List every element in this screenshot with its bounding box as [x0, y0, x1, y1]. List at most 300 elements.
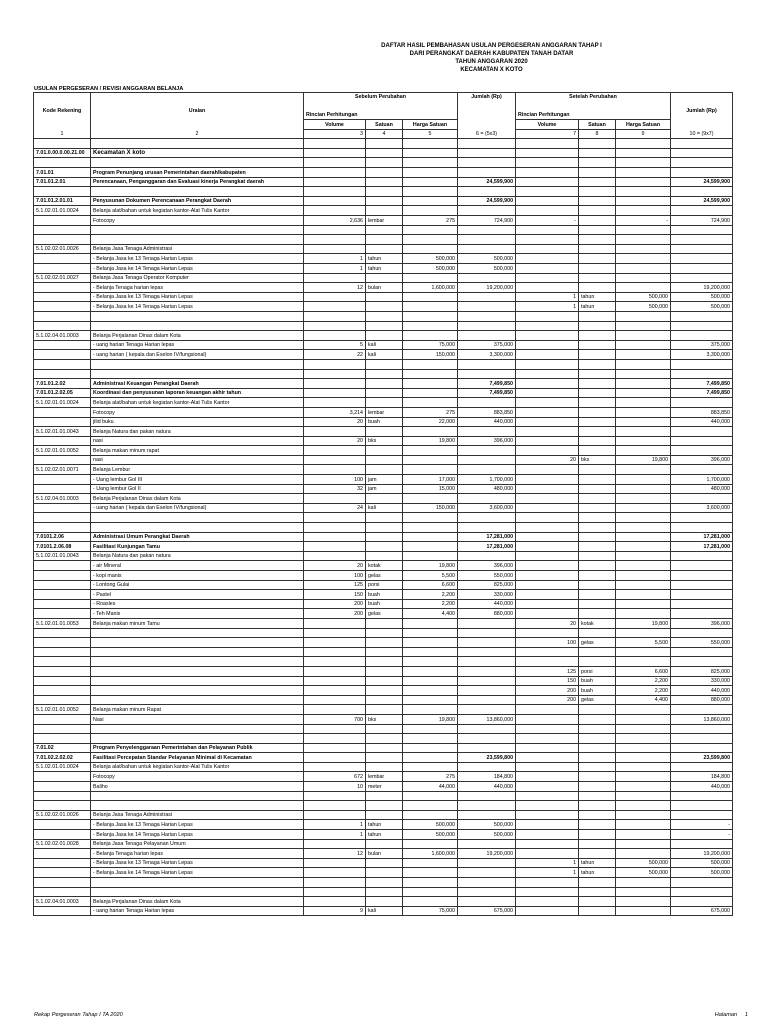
table-cell: [304, 244, 366, 254]
table-cell: 500,000: [403, 830, 458, 840]
table-cell: - uang harian ( kepala dan Eselon IV/fungsional): [91, 350, 304, 360]
table-cell: [304, 225, 366, 235]
table-cell: 2,636: [304, 216, 366, 226]
table-cell: 5.1.02.01.01.0024: [34, 398, 91, 408]
table-cell: [366, 839, 403, 849]
table-cell: [616, 446, 671, 456]
table-cell: [34, 513, 91, 523]
table-cell: [516, 235, 579, 245]
table-cell: [34, 475, 91, 485]
table-row: [34, 782, 733, 792]
table-cell: [516, 398, 579, 408]
table-cell: [616, 599, 671, 609]
table-cell: [366, 139, 403, 149]
table-row: [34, 705, 733, 715]
table-cell: [34, 599, 91, 609]
table-cell: 75,000: [403, 906, 458, 916]
table-cell: [516, 503, 579, 513]
table-cell: 275: [403, 772, 458, 782]
table-cell: [34, 158, 91, 168]
table-cell: [516, 849, 579, 859]
table-cell: 19,200,000: [458, 849, 516, 859]
table-cell: [403, 878, 458, 888]
table-cell: [91, 321, 304, 331]
table-row: [34, 311, 733, 321]
table-cell: 883,850: [458, 407, 516, 417]
table-cell: Fotocopy: [91, 407, 304, 417]
table-cell: [616, 523, 671, 533]
table-cell: [516, 753, 579, 763]
table-cell: [366, 321, 403, 331]
table-cell: 1,700,000: [458, 475, 516, 485]
table-cell: [516, 820, 579, 830]
table-cell: [366, 858, 403, 868]
table-cell: [616, 388, 671, 398]
table-cell: 13,860,000: [671, 714, 733, 724]
table-cell: Baliho: [91, 782, 304, 792]
table-cell: [671, 331, 733, 341]
table-cell: [366, 618, 403, 628]
col-jumlah2-header: Jumlah (Rp): [671, 93, 733, 130]
table-cell: [671, 369, 733, 379]
table-cell: [458, 235, 516, 245]
table-cell: Fotocopy: [91, 216, 304, 226]
table-cell: [458, 244, 516, 254]
table-cell: [671, 235, 733, 245]
table-cell: [516, 513, 579, 523]
table-cell: 20: [304, 561, 366, 571]
table-row: [34, 321, 733, 331]
table-cell: [516, 158, 579, 168]
table-cell: [579, 724, 616, 734]
table-cell: [366, 465, 403, 475]
table-cell: [671, 465, 733, 475]
table-cell: [579, 542, 616, 552]
table-cell: [516, 187, 579, 197]
table-cell: [516, 561, 579, 571]
table-cell: [671, 791, 733, 801]
table-cell: [579, 427, 616, 437]
table-cell: 5.1.02.01.01.0043: [34, 427, 91, 437]
table-cell: [403, 388, 458, 398]
table-cell: [403, 311, 458, 321]
table-cell: [458, 762, 516, 772]
table-cell: [616, 801, 671, 811]
table-cell: [403, 235, 458, 245]
table-cell: 24,599,900: [671, 196, 733, 206]
table-cell: [516, 532, 579, 542]
table-cell: 2,200: [403, 590, 458, 600]
table-cell: 17,000: [403, 475, 458, 485]
table-cell: 13,860,000: [458, 714, 516, 724]
table-cell: [403, 225, 458, 235]
table-cell: [366, 427, 403, 437]
table-cell: [458, 427, 516, 437]
table-cell: [91, 311, 304, 321]
table-cell: kotak: [366, 561, 403, 571]
table-cell: [516, 225, 579, 235]
table-cell: [34, 887, 91, 897]
table-cell: [91, 638, 304, 648]
table-cell: Belanja makan minum Rapat: [91, 705, 304, 715]
table-cell: [458, 513, 516, 523]
table-cell: [304, 369, 366, 379]
table-cell: [403, 753, 458, 763]
table-cell: [579, 743, 616, 753]
table-cell: - uang harian Tenaga Harian lepas: [91, 340, 304, 350]
table-cell: 24,599,900: [458, 177, 516, 187]
table-cell: [91, 158, 304, 168]
table-cell: [34, 906, 91, 916]
table-cell: [403, 302, 458, 312]
table-cell: 5.1.02.01.01.0052: [34, 705, 91, 715]
table-cell: 19,800: [403, 436, 458, 446]
table-cell: [34, 311, 91, 321]
table-cell: [616, 571, 671, 581]
table-cell: 500,000: [458, 820, 516, 830]
table-cell: 5,500: [616, 638, 671, 648]
table-cell: bks: [579, 455, 616, 465]
table-cell: [34, 638, 91, 648]
table-cell: [516, 311, 579, 321]
table-cell: [403, 321, 458, 331]
table-cell: [34, 609, 91, 619]
table-cell: 1: [516, 292, 579, 302]
table-cell: [366, 657, 403, 667]
table-cell: [671, 139, 733, 149]
table-row: [34, 734, 733, 744]
table-cell: 500,000: [671, 292, 733, 302]
table-cell: [458, 494, 516, 504]
table-cell: [34, 782, 91, 792]
table-cell: [403, 868, 458, 878]
table-cell: - Belanja Jasa ke 13 Tenaga Harian Lepas: [91, 820, 304, 830]
table-cell: [671, 810, 733, 820]
table-cell: [366, 666, 403, 676]
table-cell: [304, 551, 366, 561]
table-cell: [516, 762, 579, 772]
table-cell: 17,281,000: [458, 532, 516, 542]
table-row: [34, 302, 733, 312]
table-cell: [403, 887, 458, 897]
table-row: [34, 494, 733, 504]
table-cell: [366, 810, 403, 820]
table-cell: [616, 743, 671, 753]
col-harga2-header: Harga Satuan: [616, 120, 671, 130]
table-cell: 396,000: [671, 618, 733, 628]
table-cell: [579, 714, 616, 724]
table-cell: [458, 878, 516, 888]
table-cell: 1,700,000: [671, 475, 733, 485]
table-cell: 1: [304, 820, 366, 830]
table-cell: [616, 369, 671, 379]
table-cell: - Belanja Jasa ke 13 Tenaga Harian Lepas: [91, 254, 304, 264]
table-row: [34, 762, 733, 772]
table-cell: [403, 446, 458, 456]
table-cell: [616, 244, 671, 254]
table-cell: [579, 254, 616, 264]
table-cell: [616, 810, 671, 820]
table-cell: [366, 158, 403, 168]
table-cell: [516, 177, 579, 187]
table-cell: 7.01.02.2.02.02: [34, 753, 91, 763]
table-cell: - Belanja Jasa ke 14 Tenaga Harian Lepas: [91, 302, 304, 312]
table-cell: [579, 158, 616, 168]
table-cell: [616, 398, 671, 408]
table-cell: [403, 206, 458, 216]
table-cell: [671, 743, 733, 753]
table-cell: [34, 139, 91, 149]
table-cell: [671, 705, 733, 715]
table-row: [34, 398, 733, 408]
table-cell: - Belanja Tenaga harian lepas: [91, 849, 304, 859]
table-cell: 12: [304, 849, 366, 859]
table-cell: [616, 734, 671, 744]
table-cell: [616, 196, 671, 206]
table-cell: [516, 897, 579, 907]
table-cell: 20: [516, 618, 579, 628]
table-cell: [304, 839, 366, 849]
table-cell: [34, 657, 91, 667]
table-cell: [458, 686, 516, 696]
table-cell: 2,200: [403, 599, 458, 609]
table-cell: [304, 494, 366, 504]
table-cell: Perencanaan, Penganggaran dan Evaluasi kinerja Perangkat daerah: [91, 177, 304, 187]
table-cell: 440,000: [458, 782, 516, 792]
table-cell: [366, 542, 403, 552]
table-cell: [671, 599, 733, 609]
table-cell: [579, 177, 616, 187]
table-cell: [403, 369, 458, 379]
table-cell: [91, 676, 304, 686]
col-sebelum-header: Sebelum Perubahan: [304, 93, 458, 102]
table-cell: [91, 187, 304, 197]
table-cell: 880,000: [671, 695, 733, 705]
table-cell: [671, 398, 733, 408]
table-cell: [671, 561, 733, 571]
table-cell: Belanja alat/bahan untuk kegiatan kantor-Alat Tulis Kantor: [91, 206, 304, 216]
table-cell: Belanja Perjalanan Dinas dalam Kota: [91, 897, 304, 907]
table-cell: [403, 427, 458, 437]
table-cell: [516, 609, 579, 619]
table-cell: [458, 465, 516, 475]
table-cell: [616, 791, 671, 801]
table-cell: Program Penunjang urusan Pemerintahan daerah/kabupaten: [91, 168, 304, 178]
table-cell: [616, 206, 671, 216]
table-cell: [671, 264, 733, 274]
table-cell: [671, 427, 733, 437]
colnum: 8: [579, 129, 616, 139]
table-cell: [579, 705, 616, 715]
table-cell: [34, 628, 91, 638]
table-cell: 375,000: [458, 340, 516, 350]
table-cell: [34, 714, 91, 724]
table-cell: [458, 187, 516, 197]
table-row: [34, 599, 733, 609]
table-cell: [366, 244, 403, 254]
table-cell: 5.1.02.02.01.0026: [34, 244, 91, 254]
table-row: [34, 139, 733, 149]
table-cell: [458, 666, 516, 676]
table-cell: [34, 561, 91, 571]
table-cell: [616, 503, 671, 513]
table-cell: 825,000: [458, 580, 516, 590]
table-cell: [403, 791, 458, 801]
table-cell: [403, 542, 458, 552]
table-cell: [366, 801, 403, 811]
table-cell: - kopi manis: [91, 571, 304, 581]
table-row: [34, 666, 733, 676]
table-cell: [671, 513, 733, 523]
table-cell: [458, 369, 516, 379]
table-cell: [579, 216, 616, 226]
table-cell: [304, 359, 366, 369]
table-cell: [579, 465, 616, 475]
table-cell: [579, 830, 616, 840]
table-cell: [34, 254, 91, 264]
table-cell: [304, 686, 366, 696]
table-cell: 150,000: [403, 350, 458, 360]
table-cell: [616, 561, 671, 571]
table-cell: [516, 705, 579, 715]
table-cell: [403, 273, 458, 283]
table-cell: [616, 542, 671, 552]
table-row: [34, 906, 733, 916]
table-cell: [516, 369, 579, 379]
table-cell: -: [616, 216, 671, 226]
table-cell: 396,000: [671, 455, 733, 465]
table-cell: 6,600: [616, 666, 671, 676]
table-cell: [671, 254, 733, 264]
table-cell: 375,000: [671, 340, 733, 350]
table-cell: bks: [366, 714, 403, 724]
table-cell: [579, 359, 616, 369]
table-cell: [616, 350, 671, 360]
table-cell: [458, 695, 516, 705]
table-cell: nasi: [91, 455, 304, 465]
table-cell: [671, 273, 733, 283]
table-cell: [304, 762, 366, 772]
page-number: 1: [744, 1012, 748, 1018]
table-cell: 3,214: [304, 407, 366, 417]
table-cell: - Belanja Tenaga harian lepas: [91, 283, 304, 293]
table-cell: 500,000: [403, 820, 458, 830]
table-cell: 480,000: [458, 484, 516, 494]
table-cell: [304, 311, 366, 321]
table-cell: [579, 235, 616, 245]
table-cell: 440,000: [671, 782, 733, 792]
table-cell: [516, 350, 579, 360]
table-cell: [304, 465, 366, 475]
table-row: [34, 609, 733, 619]
table-row: [34, 264, 733, 274]
table-cell: [671, 148, 733, 158]
table-cell: [366, 369, 403, 379]
table-cell: [403, 398, 458, 408]
table-row: [34, 187, 733, 197]
table-cell: [616, 887, 671, 897]
table-cell: [671, 839, 733, 849]
table-cell: [616, 321, 671, 331]
table-cell: [34, 801, 91, 811]
table-cell: [403, 686, 458, 696]
table-cell: 672: [304, 772, 366, 782]
table-cell: - Teh Manis: [91, 609, 304, 619]
table-cell: [403, 762, 458, 772]
table-cell: [458, 331, 516, 341]
table-cell: [516, 244, 579, 254]
table-cell: [91, 791, 304, 801]
table-cell: [458, 839, 516, 849]
table-cell: [516, 542, 579, 552]
table-cell: [403, 148, 458, 158]
table-cell: [366, 743, 403, 753]
table-cell: Belanja alat/bahan untuk kegiatan kantor-Alat Tulis Kantor: [91, 398, 304, 408]
table-cell: [579, 878, 616, 888]
table-cell: [616, 590, 671, 600]
table-cell: 5.1.02.04.01.0003: [34, 897, 91, 907]
table-cell: [516, 206, 579, 216]
table-cell: [616, 724, 671, 734]
table-cell: Belanja Perjalanan Dinas dalam Kota: [91, 494, 304, 504]
table-cell: 330,000: [671, 676, 733, 686]
table-cell: Belanja Jasa Tenaga Operator Komputer: [91, 273, 304, 283]
table-cell: [579, 407, 616, 417]
table-cell: 19,200,000: [458, 283, 516, 293]
table-cell: [304, 801, 366, 811]
table-cell: [579, 484, 616, 494]
table-cell: buah: [579, 686, 616, 696]
table-cell: [366, 523, 403, 533]
table-row: [34, 628, 733, 638]
table-row: [34, 465, 733, 475]
table-cell: gelas: [579, 695, 616, 705]
table-cell: [579, 311, 616, 321]
table-cell: 17,281,000: [458, 542, 516, 552]
table-cell: tahun: [366, 820, 403, 830]
table-cell: [616, 417, 671, 427]
table-cell: [616, 225, 671, 235]
table-cell: [671, 724, 733, 734]
table-cell: 5.1.02.02.01.0028: [34, 839, 91, 849]
table-cell: [34, 455, 91, 465]
table-cell: [616, 714, 671, 724]
table-cell: - air Mineral: [91, 561, 304, 571]
table-cell: 1: [516, 302, 579, 312]
table-cell: [91, 647, 304, 657]
table-cell: [91, 359, 304, 369]
table-cell: 1: [304, 254, 366, 264]
table-cell: [616, 158, 671, 168]
table-cell: [671, 647, 733, 657]
table-cell: porsi: [579, 666, 616, 676]
table-cell: [579, 887, 616, 897]
table-cell: 1: [304, 264, 366, 274]
table-cell: Belanja Jasa Tenaga Administrasi: [91, 244, 304, 254]
table-cell: [458, 206, 516, 216]
table-cell: [34, 868, 91, 878]
table-cell: [458, 887, 516, 897]
table-cell: [671, 206, 733, 216]
table-cell: 22,000: [403, 417, 458, 427]
table-cell: [671, 887, 733, 897]
table-cell: [579, 148, 616, 158]
table-cell: 24,599,900: [671, 177, 733, 187]
table-cell: [579, 340, 616, 350]
table-cell: [366, 206, 403, 216]
table-cell: [579, 388, 616, 398]
table-cell: [458, 810, 516, 820]
